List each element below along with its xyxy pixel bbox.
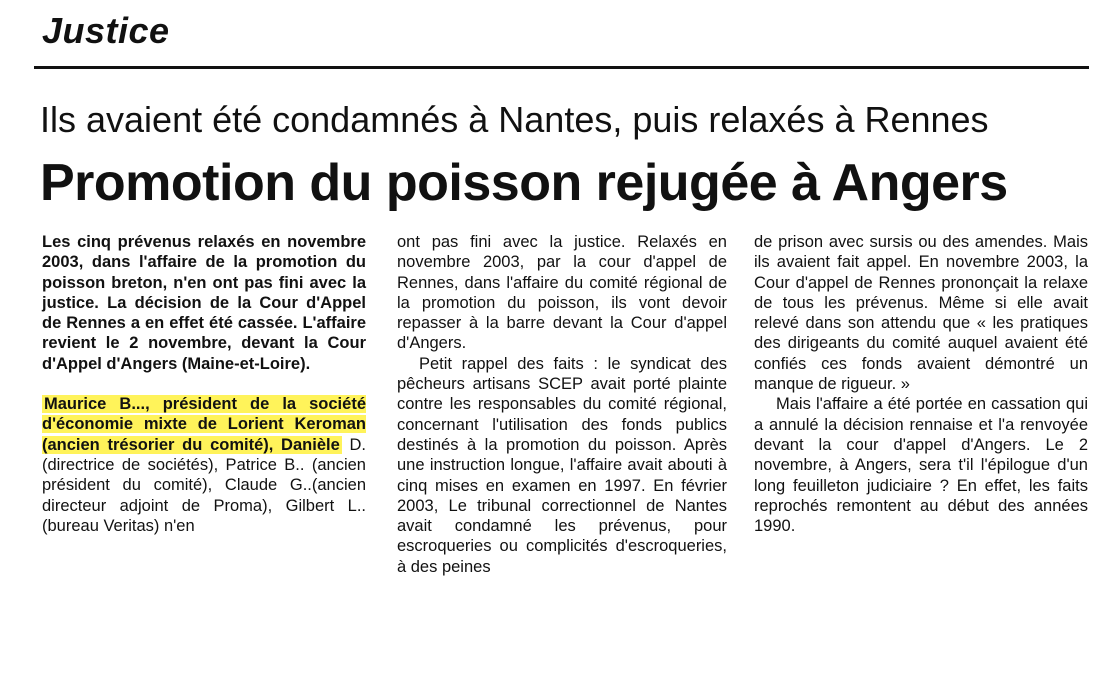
section-title: Justice xyxy=(42,10,170,51)
article-headline: Promotion du poisson rejugée à Angers xyxy=(40,154,1008,212)
section-divider xyxy=(34,66,1089,69)
column-3-paragraph-1: de prison avec sursis ou des amendes. Mais ils avaient fait appel. En novembre 2003, la Cour d'appel de Rennes prononçait la relaxe de tous les prévenus. Même si elle avait relevé dans son attendu que « les pratiques des dirigeants du comité auquel avaient été confiés ces fonds avaient démontré un manque de rigueur. » xyxy=(754,233,1088,394)
article-column-2 xyxy=(397,232,727,577)
column-3-paragraph-2: Mais l'affaire a été portée en cassation qui a annulé la décision rennaise et l'a renvoyée devant la cour d'appel d'Angers. Le 2 novembre, à Angers, sera t'il l'épilogue d'un long feuilleton judiciaire ? En effet, les faits reprochés remontent au début des années 1990. xyxy=(754,395,1088,536)
highlighted-names: Maurice B..., président de la société d'économie mixte de Lorient Keroman (ancien trésorier du comité), Danièle xyxy=(42,395,366,454)
column-2-paragraph-1: ont pas fini avec la justice. Relaxés en novembre 2003, par la cour d'appel de Rennes, dans l'affaire du comité régional de la promotion du poisson, ils vont devoir repasser à la barre devant la Cour d'appel d'Angers. xyxy=(397,233,727,353)
article-column-3 xyxy=(754,232,1088,536)
column-2-paragraph-2: Petit rappel des faits : le syndicat des pêcheurs artisans SCEP avait porté plainte contre les responsables du comité régional, concernant l'utilisation des fonds publics destinés à la promotion du poisson. Après une instruction longue, l'affaire avait abouti à cinq mises en examen en 1997. En février 2003, Le tribunal correctionnel de Nantes avait condamné les prévenus, pour escroqueries ou complicités d'escroqueries, à des peines xyxy=(397,354,727,576)
column-1-body xyxy=(42,394,366,536)
article-kicker: Ils avaient été condamnés à Nantes, puis relaxés à Rennes xyxy=(40,99,989,140)
article-lead: Les cinq prévenus relaxés en novembre 2003, dans l'affaire de la promotion du poisson breton, n'en ont pas fini avec la justice. La décision de la Cour d'Appel de Rennes a en effet été cassée. L'affaire revient le 2 novembre, devant la Cour d'Appel d'Angers (Maine-et-Loire). xyxy=(42,233,366,373)
article-column-1 xyxy=(42,232,366,536)
column-1-body-text: D. (directrice de sociétés), Patrice B.. (ancien président du comité), Claude G..(ancien directeur adjoint de Proma), Gilbert L.. (bureau Veritas) n'en xyxy=(42,435,366,535)
